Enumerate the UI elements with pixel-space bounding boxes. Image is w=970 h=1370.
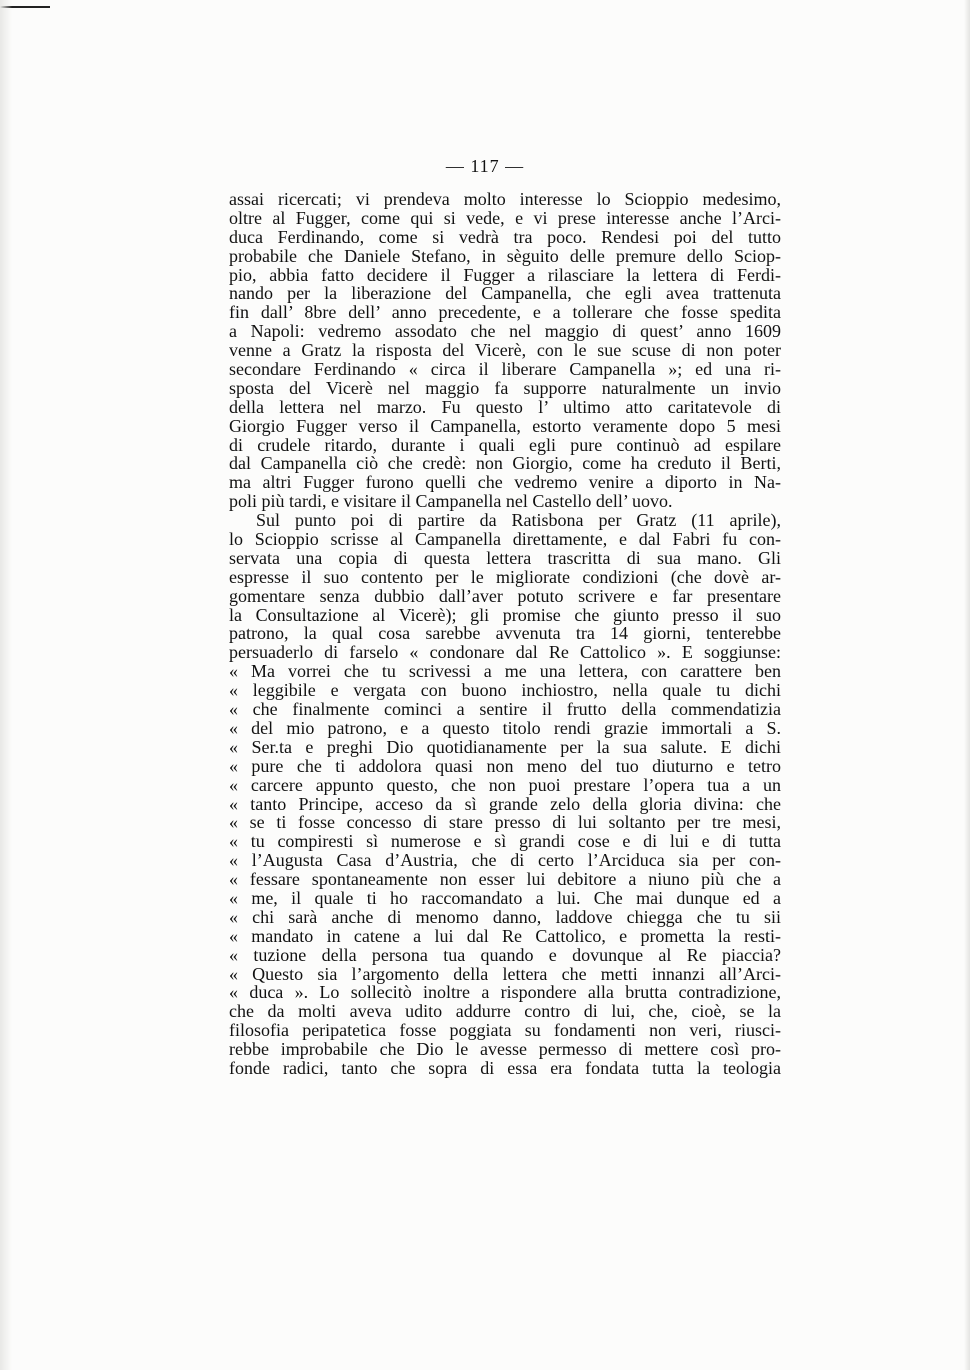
page-number: — 117 —	[445, 156, 525, 176]
text-line: lo Scioppio scrisse al Campanella direttamente, e dal Fabri fu con-	[229, 529, 781, 550]
text-line: « tanto Principe, acceso da sì grande zelo della gloria divina: che	[229, 793, 781, 814]
text-line: « tuzione della persona tua quando e dovunque al Re piaccia?	[229, 944, 781, 965]
page-right-edge-shadow	[964, 0, 970, 1370]
text-line: patrono, la qual cosa sarebbe avvenuta tra 14 giorni, tenterebbe	[229, 623, 781, 644]
text-line: servata una copia di questa lettera trascritta di sua mano. Gli	[229, 547, 781, 568]
text-line: la Consultazione al Vicerè); gli promise che giunto presso il suo	[229, 604, 781, 625]
text-line: pio, abbia fatto decidere il Fugger a rilasciare la lettera di Ferdi-	[229, 264, 781, 285]
text-line: venne a Gratz la risposta del Vicerè, con le sue scuse di non poter	[229, 340, 781, 361]
text-line: « tu compiresti sì numerose e sì grandi cose e di lui e di tutta	[229, 831, 781, 852]
text-line: « duca ». Lo sollecitò inoltre a rispondere alla brutta contradizione,	[229, 982, 781, 1003]
text-line: di crudele ritardo, durante i quali egli pure continuò ad espilare	[229, 434, 781, 455]
text-line: « che finalmente cominci a sentire il frutto della commendatizia	[229, 699, 781, 720]
text-line: della lettera nel marzo. Fu questo l’ ultimo atto caritatevole di	[229, 396, 781, 417]
text-line: Sul punto poi di partire da Ratisbona per Gratz (11 aprile),	[256, 510, 781, 531]
text-line: « Questo sia l’argomento della lettera che metti innanzi all’Arci-	[229, 963, 781, 984]
text-line: « se ti fosse concesso di stare presso di lui soltanto per tre mesi,	[229, 812, 781, 833]
text-line: dal Campanella ciò che credè: non Giorgio, come ha creduto il Berti,	[229, 453, 781, 474]
text-line: fonde radici, tanto che sopra di essa era fondata tutta la teologia	[229, 1057, 781, 1078]
text-line: filosofia peripatetica fosse poggiata su fondamenti non veri, riusci-	[229, 1020, 781, 1041]
text-line: persuaderlo di farselo « condonare dal Re Cattolico ». E soggiunse:	[229, 642, 781, 663]
text-line: fin dall’ 8bre dell’ anno precedente, e a tollerare che fosse spedita	[229, 302, 781, 323]
text-line: probabile che Daniele Stefano, in sèguito delle premure dello Sciop-	[229, 245, 781, 266]
text-line: « Ma vorrei che tu scrivessi a me una lettera, con carattere ben	[229, 661, 781, 682]
text-line: « carcere appunto questo, che non puoi prestare l’opera tua a un	[229, 774, 781, 795]
text-line: poli più tardi, e visitare il Campanella nel Castello dell’ uovo.	[229, 491, 673, 512]
text-line: oltre al Fugger, come qui si vede, e vi prese interesse anche l’Arci-	[229, 207, 781, 228]
text-line: espresse il suo contento per le migliorate condizioni (che dovè ar-	[229, 566, 781, 587]
text-line: nando per la liberazione del Campanella, che egli avea trattenuta	[229, 283, 781, 304]
text-line: « l’Augusta Casa d’Austria, che di certo l’Arciduca sia per con-	[229, 850, 781, 871]
text-line: secondare Ferdinando « circa il liberare Campanella »; ed una ri-	[229, 359, 781, 380]
text-line: duca Ferdinando, come si vedrà tra poco. Rendesi poi del tutto	[229, 226, 781, 247]
text-line: a Napoli: vedremo assodato che nel maggio di quest’ anno 1609	[229, 321, 781, 342]
text-line: ma altri Fugger furono quelli che vedremo venire a diporto in Na-	[229, 472, 781, 493]
text-line: sposta del Vicerè nel maggio fa supporre naturalmente un invio	[229, 377, 781, 398]
text-line: Giorgio Fugger verso il Campanella, estorto veramente dopo 5 mesi	[229, 415, 781, 436]
text-line: rebbe improbabile che Dio le avesse permesso di mettere così pro-	[229, 1039, 781, 1060]
text-line: « leggibile e vergata con buono inchiostro, nella quale tu dichi	[229, 680, 781, 701]
body-text	[229, 190, 781, 1078]
text-line: che da molti aveva udito addurre contro di lui, che, cioè, se la	[229, 1001, 781, 1022]
text-line: « pure che ti addolora quasi non meno del tuo diuturno e tetro	[229, 755, 781, 776]
page-left-edge-shadow	[0, 0, 12, 1370]
text-line: assai ricercati; vi prendeva molto interesse lo Scioppio medesimo,	[229, 189, 781, 209]
text-line: « fessare spontaneamente non esser lui debitore a niuno più che a	[229, 869, 781, 890]
text-line: « me, il quale ti ho raccomandato a lui. Che mai dunque ed a	[229, 887, 781, 908]
text-line: gomentare senza dubbio dall’aver potuto scrivere e far presentare	[229, 585, 781, 606]
text-line: « chi sarà anche di menomo danno, laddove chiegga che tu sii	[229, 906, 781, 927]
text-line: « Ser.ta e preghi Dio quotidianamente per la sua salute. E dichi	[229, 736, 781, 757]
text-line: « del mio patrono, e a questo titolo rendi grazie immortali a S.	[229, 717, 781, 738]
text-line: « mandato in catene a lui dal Re Cattolico, e prometta la resti-	[229, 925, 781, 946]
